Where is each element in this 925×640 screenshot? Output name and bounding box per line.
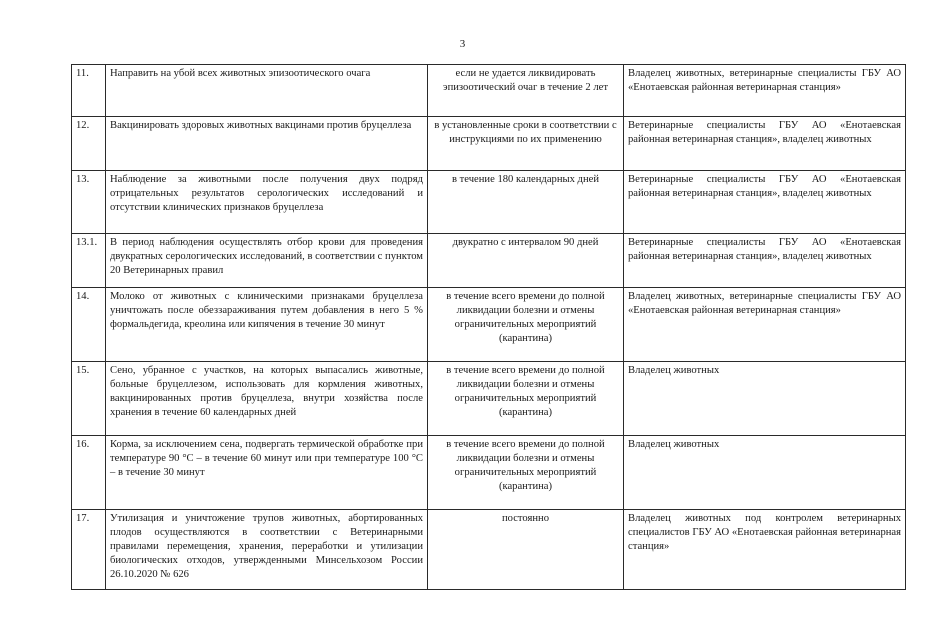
- measure-cell: Корма, за исключением сена, подвергать термической обработке при температуре 90 °С – в течение 60 минут или при температуре 100 °С – в течение 30 минут: [106, 436, 428, 510]
- measure-cell: Утилизация и уничтожение трупов животных, абортированных плодов осуществляются в соответствии с Ветеринарными правилами перемещения, хранения, переработки и утилизации биологических отходов, утвержденными Минсельхозом России 26.10.2020 № 626: [106, 510, 428, 590]
- term-cell: если не удается ликвидировать эпизоотический очаг в течение 2 лет: [428, 65, 624, 117]
- row-number: 14.: [72, 288, 106, 362]
- responsible-cell: Ветеринарные специалисты ГБУ АО «Енотаевская районная ветеринарная станция», владелец животных: [624, 117, 906, 171]
- measure-cell: Молоко от животных с клиническими признаками бруцеллеза уничтожать после обеззараживания путем добавления в него 5 % формальдегида, креолина или кипячения в течение 30 минут: [106, 288, 428, 362]
- measure-cell: Направить на убой всех животных эпизоотического очага: [106, 65, 428, 117]
- measure-cell: В период наблюдения осуществлять отбор крови для проведения двукратных серологических исследований, в соответствии с пунктом 20 Ветеринарных правил: [106, 234, 428, 288]
- table-row: [72, 171, 906, 234]
- term-cell: постоянно: [428, 510, 624, 590]
- table-row: [72, 234, 906, 288]
- term-cell: в течение 180 календарных дней: [428, 171, 624, 234]
- term-cell: в течение всего времени до полной ликвидации болезни и отмены ограничительных мероприятий (карантина): [428, 362, 624, 436]
- table-row: [72, 510, 906, 590]
- row-number: 16.: [72, 436, 106, 510]
- row-number: 11.: [72, 65, 106, 117]
- row-number: 13.1.: [72, 234, 106, 288]
- measure-cell: Сено, убранное с участков, на которых выпасались животные, больные бруцеллезом, использовать для кормления животных, вакцинированных против бруцеллеза, внутри хозяйства после хранения в течение 60 календарных дней: [106, 362, 428, 436]
- term-cell: в течение всего времени до полной ликвидации болезни и отмены ограничительных мероприятий (карантина): [428, 288, 624, 362]
- term-cell: в течение всего времени до полной ликвидации болезни и отмены ограничительных мероприятий (карантина): [428, 436, 624, 510]
- row-number: 12.: [72, 117, 106, 171]
- responsible-cell: Владелец животных под контролем ветеринарных специалистов ГБУ АО «Енотаевская районная ветеринарная станция»: [624, 510, 906, 590]
- responsible-cell: Владелец животных: [624, 362, 906, 436]
- page-number: 3: [459, 38, 466, 50]
- responsible-cell: Владелец животных: [624, 436, 906, 510]
- responsible-cell: Ветеринарные специалисты ГБУ АО «Енотаевская районная ветеринарная станция», владелец животных: [624, 171, 906, 234]
- term-cell: в установленные сроки в соответствии с инструкциями по их применению: [428, 117, 624, 171]
- measure-cell: Вакцинировать здоровых животных вакцинами против бруцеллеза: [106, 117, 428, 171]
- responsible-cell: Владелец животных, ветеринарные специалисты ГБУ АО «Енотаевская районная ветеринарная станция»: [624, 65, 906, 117]
- responsible-cell: Ветеринарные специалисты ГБУ АО «Енотаевская районная ветеринарная станция», владелец животных: [624, 234, 906, 288]
- row-number: 17.: [72, 510, 106, 590]
- table-row: [72, 288, 906, 362]
- measures-table: [71, 64, 906, 590]
- table-row: [72, 362, 906, 436]
- responsible-cell: Владелец животных, ветеринарные специалисты ГБУ АО «Енотаевская районная ветеринарная станция»: [624, 288, 906, 362]
- term-cell: двукратно с интервалом 90 дней: [428, 234, 624, 288]
- table-row: [72, 65, 906, 117]
- table-row: [72, 436, 906, 510]
- row-number: 15.: [72, 362, 106, 436]
- table-row: [72, 117, 906, 171]
- measure-cell: Наблюдение за животными после получения двух подряд отрицательных результатов серологических исследований и отсутствии клинических признаков бруцеллеза: [106, 171, 428, 234]
- row-number: 13.: [72, 171, 106, 234]
